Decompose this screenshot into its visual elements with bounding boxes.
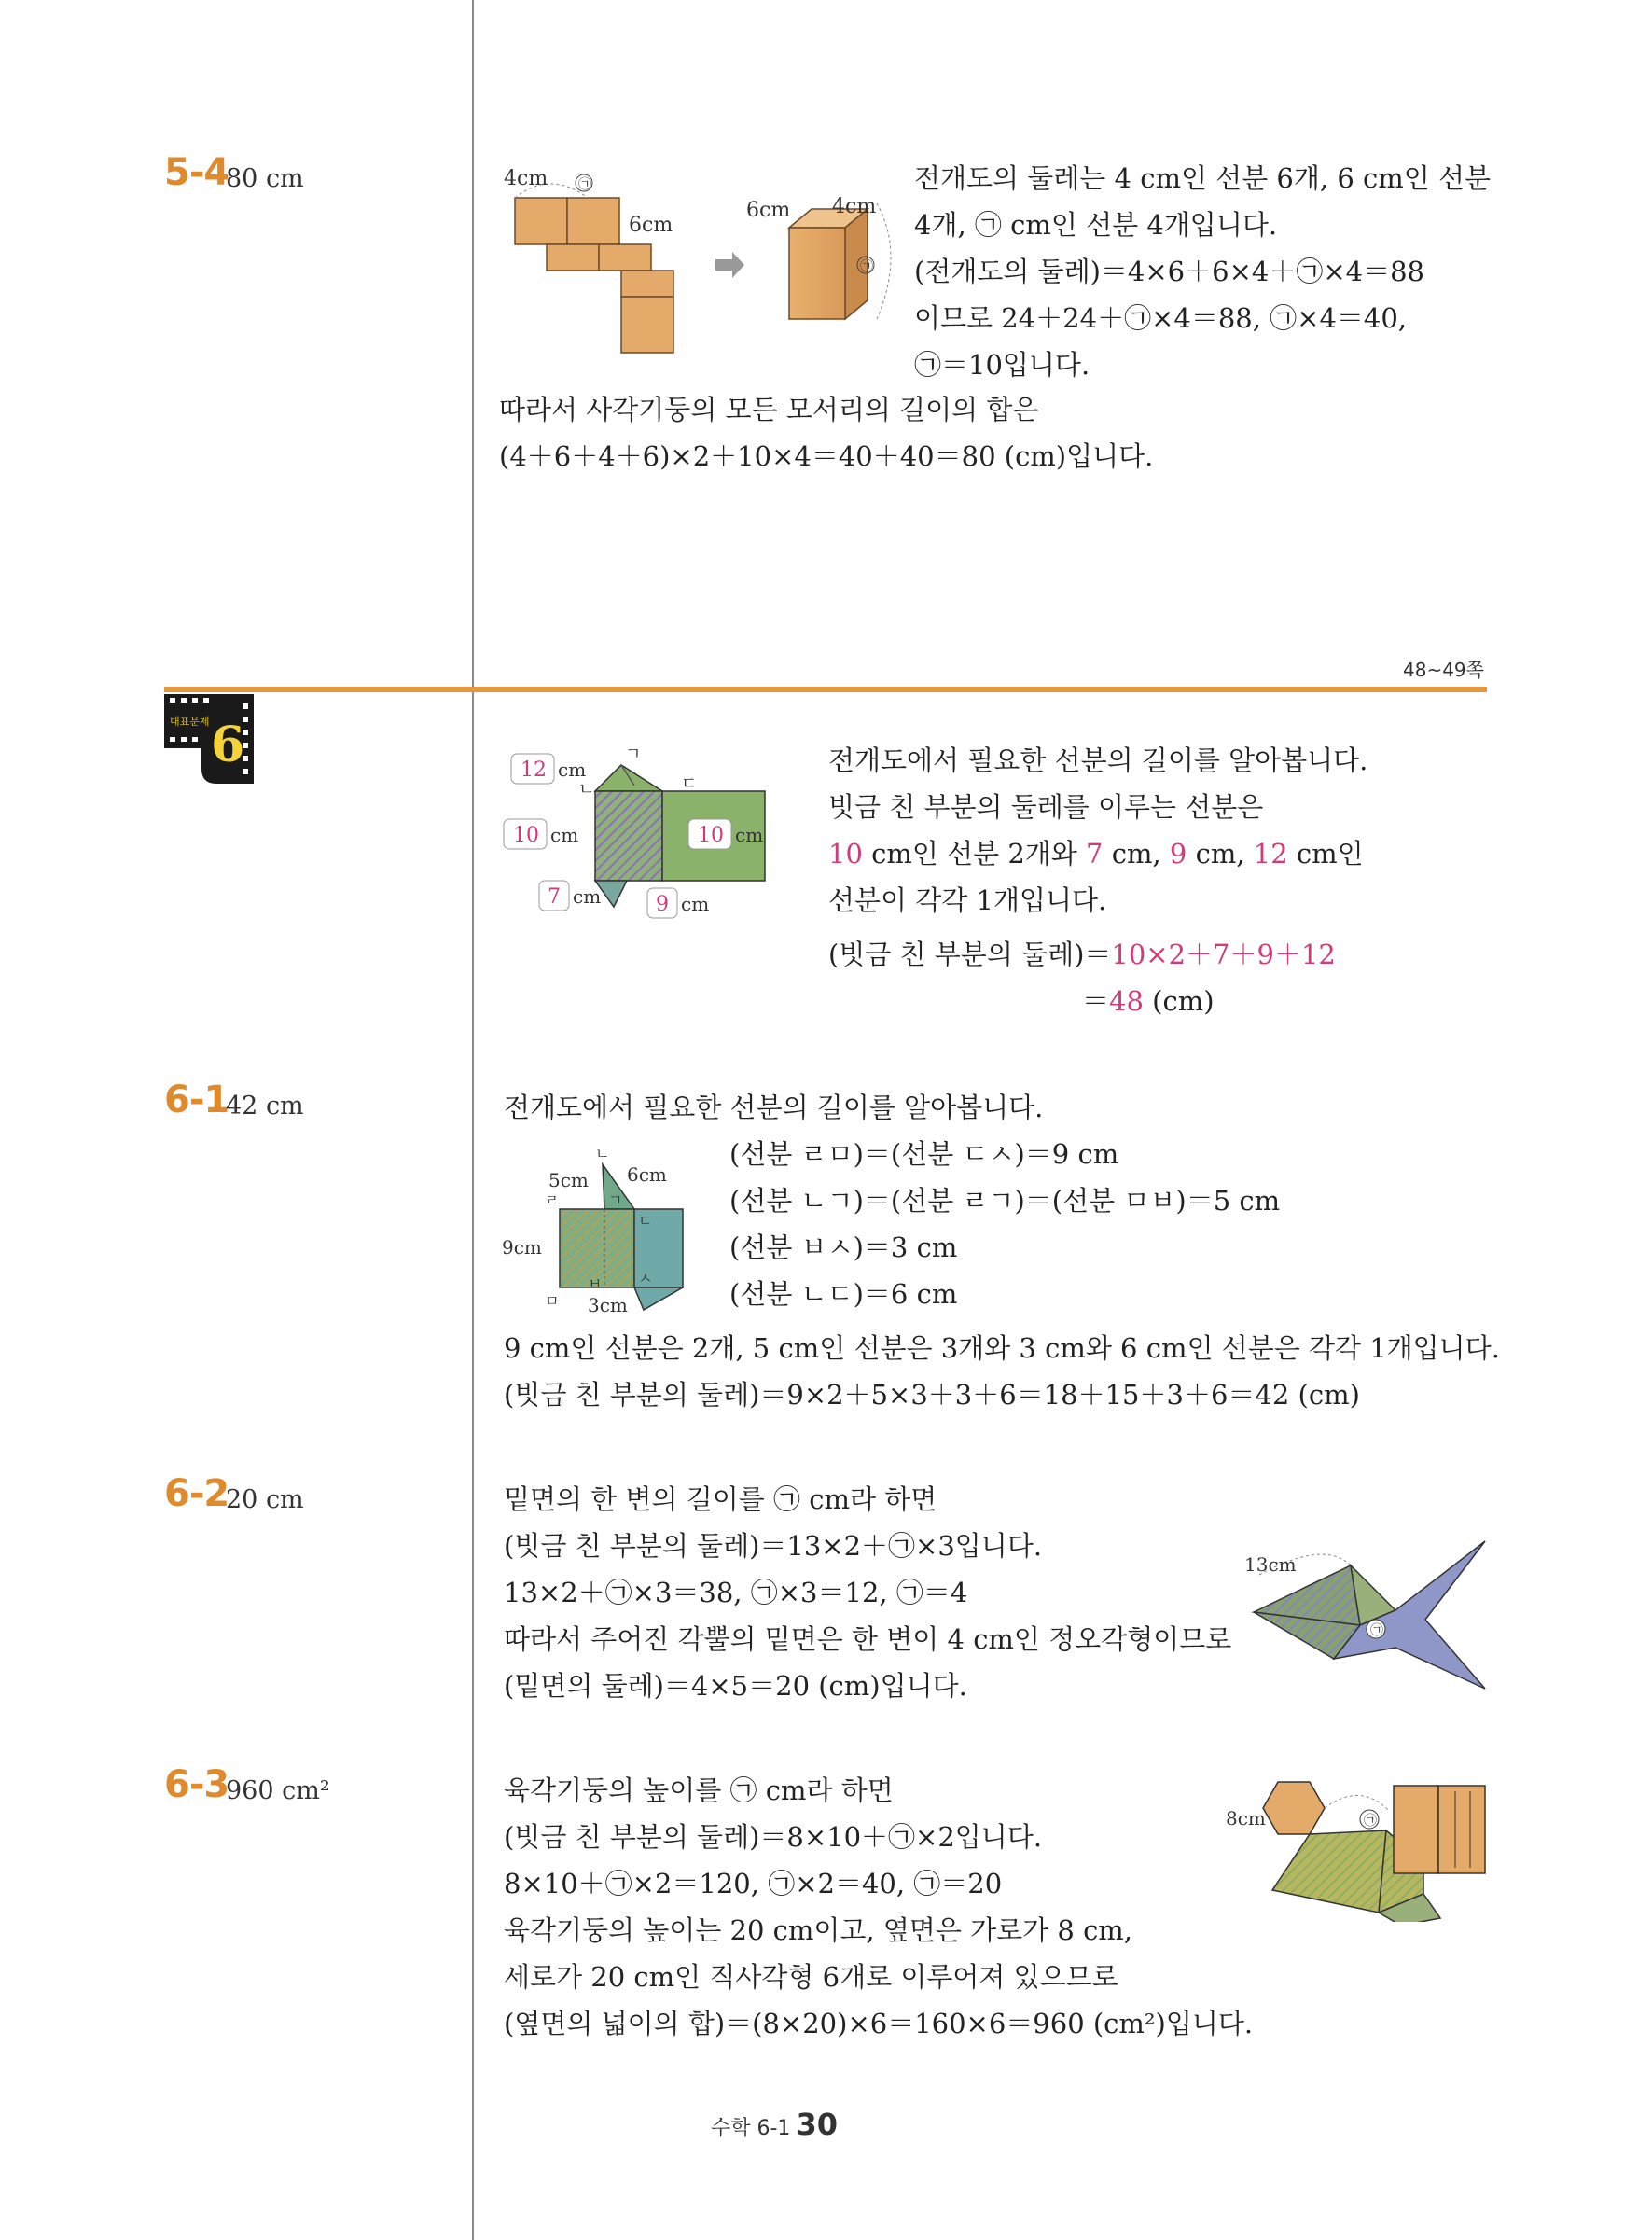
text-line: (빗금 친 부분의 둘레)＝13×2＋㉠×3입니다. [504, 1530, 1043, 1562]
svg-text:cm: cm [558, 758, 587, 781]
text-line: 따라서 주어진 각뿔의 밑면은 한 변이 4 cm인 정오각형이므로 [504, 1623, 1232, 1655]
svg-text:ㄱ: ㄱ [608, 1191, 623, 1209]
text-line: 전개도의 둘레는 4 cm인 선분 6개, 6 cm인 선분 [914, 162, 1491, 194]
svg-text:9: 9 [656, 893, 669, 916]
svg-text:ㄹ: ㄹ [545, 1191, 560, 1209]
svg-text:6: 6 [211, 717, 245, 773]
label-6cm-box: 6cm [746, 199, 791, 222]
figure-6-2 [1241, 1530, 1492, 1694]
text-line: (빗금 친 부분의 둘레)＝10×2＋7＋9＋12 [828, 939, 1336, 970]
svg-text:5cm: 5cm [548, 1169, 589, 1191]
svg-text:10: 10 [513, 824, 539, 847]
text-line: (빗금 친 부분의 둘레)＝8×10＋㉠×2입니다. [504, 1821, 1043, 1853]
text-line: (선분 ㄴㄱ)＝(선분 ㄹㄱ)＝(선분 ㅁㅂ)＝5 cm [729, 1185, 1281, 1217]
text-line: ㉠＝10입니다. [914, 349, 1090, 381]
svg-text:ㄴ: ㄴ [578, 780, 595, 800]
problem-number-5-4: 5-4 [164, 151, 229, 194]
text-line: 10 cm인 선분 2개와 7 cm, 9 cm, 12 cm인 [828, 838, 1364, 870]
section-divider [164, 687, 1487, 692]
representative-problem-badge [164, 694, 254, 784]
footer-subject: 수학 6-1 [711, 2117, 791, 2140]
svg-text:ㄷ: ㄷ [638, 1212, 653, 1230]
problem-number-6-1: 6-1 [164, 1078, 229, 1121]
svg-text:ㄷ: ㄷ [681, 774, 698, 794]
intro-6-1: 전개도에서 필요한 선분의 길이를 알아봅니다. [504, 1092, 1044, 1123]
svg-text:㉠: ㉠ [1370, 1623, 1383, 1638]
svg-text:cm: cm [681, 893, 710, 915]
text-line: 9 cm인 선분은 2개, 5 cm인 선분은 3개와 3 cm와 6 cm인 선분은 각각 1개입니다. [504, 1332, 1500, 1364]
text-line: (선분 ㄴㄷ)＝6 cm [729, 1278, 958, 1310]
figure-6 [494, 739, 821, 925]
svg-text:㉠: ㉠ [578, 177, 591, 192]
text-line: 육각기둥의 높이는 20 cm이고, 옆면은 가로가 8 cm, [504, 1914, 1133, 1946]
svg-text:cm: cm [735, 824, 764, 846]
explanation-6-3 [504, 1767, 1253, 2047]
answer-6-1: 42 cm [226, 1092, 304, 1120]
page-reference: 48~49쪽 [1403, 659, 1484, 681]
page-footer [711, 2107, 838, 2142]
text-line: (전개도의 둘레)＝4×6＋6×4＋㉠×4＝88 [914, 256, 1424, 287]
text-line: 선분이 각각 1개입니다. [828, 884, 1107, 916]
column-divider [472, 0, 474, 2240]
text-line: 13×2＋㉠×3＝38, ㉠×3＝12, ㉠＝4 [504, 1577, 968, 1608]
explanation-5-4 [914, 155, 1491, 388]
svg-text:8cm: 8cm [1226, 1807, 1266, 1830]
svg-text:9cm: 9cm [502, 1236, 542, 1259]
text-line: 전개도에서 필요한 선분의 길이를 알아봅니다. [828, 744, 1368, 776]
svg-text:ㅁ: ㅁ [545, 1292, 560, 1310]
text-line: (4＋6＋4＋6)×2＋10×4＝40＋40＝80 (cm)입니다. [499, 440, 1154, 472]
text-line: (밑면의 둘레)＝4×5＝20 (cm)입니다. [504, 1670, 967, 1702]
problem-number-6-3: 6-3 [164, 1763, 229, 1806]
explanation-6-2 [504, 1476, 1231, 1709]
explanation-6 [828, 737, 1367, 1024]
svg-text:ㄱ: ㄱ [625, 744, 642, 764]
page-number: 30 [796, 2107, 838, 2142]
answer-6-3: 960 cm² [226, 1776, 330, 1805]
svg-text:ㄴ: ㄴ [595, 1145, 610, 1162]
text-line: (옆면의 넓이의 합)＝(8×20)×6＝160×6＝960 (cm²)입니다. [504, 2008, 1254, 2039]
answer-6-2: 20 cm [226, 1485, 304, 1514]
label-4cm: 4cm [504, 167, 548, 190]
text-line: ＝48 (cm) [1082, 985, 1215, 1017]
svg-text:12: 12 [521, 758, 547, 782]
svg-text:㉠: ㉠ [1364, 1814, 1377, 1829]
svg-text:6cm: 6cm [627, 1163, 667, 1186]
figure-6-3 [1220, 1773, 1491, 1922]
explanation-6-1 [504, 1325, 1500, 1418]
svg-text:3cm: 3cm [588, 1294, 628, 1316]
text-line: 8×10＋㉠×2＝120, ㉠×2＝40, ㉠＝20 [504, 1868, 1003, 1899]
svg-text:ㅅ: ㅅ [638, 1270, 653, 1287]
label-4cm-box: 4cm [832, 195, 877, 218]
conclusion-5-4 [499, 386, 1153, 480]
svg-text:대표문제: 대표문제 [170, 716, 210, 728]
equations-6-1 [729, 1131, 1280, 1317]
text-line: (선분 ㅂㅅ)＝3 cm [729, 1231, 958, 1263]
answer-5-4: 80 cm [226, 164, 304, 193]
label-giyeok-circle: ㉠ [860, 259, 873, 274]
figure-5-4 [494, 160, 905, 356]
label-6cm: 6cm [629, 214, 673, 237]
text-line: (빗금 친 부분의 둘레)＝9×2＋5×3＋3＋6＝18＋15＋3＋6＝42 (cm) [504, 1379, 1360, 1411]
svg-text:cm: cm [550, 824, 579, 846]
text-line: 4개, ㉠ cm인 선분 4개입니다. [914, 209, 1278, 241]
text-line: 세로가 20 cm인 직사각형 6개로 이루어져 있으므로 [504, 1961, 1118, 1993]
text-line: 빗금 친 부분의 둘레를 이루는 선분은 [828, 791, 1264, 823]
svg-text:cm: cm [573, 885, 602, 908]
text-line: 밑면의 한 변의 길이를 ㉠ cm라 하면 [504, 1483, 937, 1515]
text-line: (선분 ㄹㅁ)＝(선분 ㄷㅅ)＝9 cm [729, 1138, 1119, 1170]
svg-text:10: 10 [698, 824, 724, 847]
text-line: 따라서 사각기둥의 모든 모서리의 길이의 합은 [499, 394, 1039, 425]
svg-text:ㅂ: ㅂ [588, 1275, 603, 1293]
text-line: 이므로 24＋24＋㉠×4＝88, ㉠×4＝40, [914, 302, 1408, 334]
svg-text:13cm: 13cm [1244, 1553, 1297, 1576]
arrow-right-icon [715, 252, 744, 278]
svg-text:7: 7 [548, 885, 561, 909]
problem-number-6-2: 6-2 [164, 1472, 229, 1515]
text-line: 육각기둥의 높이를 ㉠ cm라 하면 [504, 1774, 894, 1806]
figure-6-1 [494, 1144, 718, 1317]
